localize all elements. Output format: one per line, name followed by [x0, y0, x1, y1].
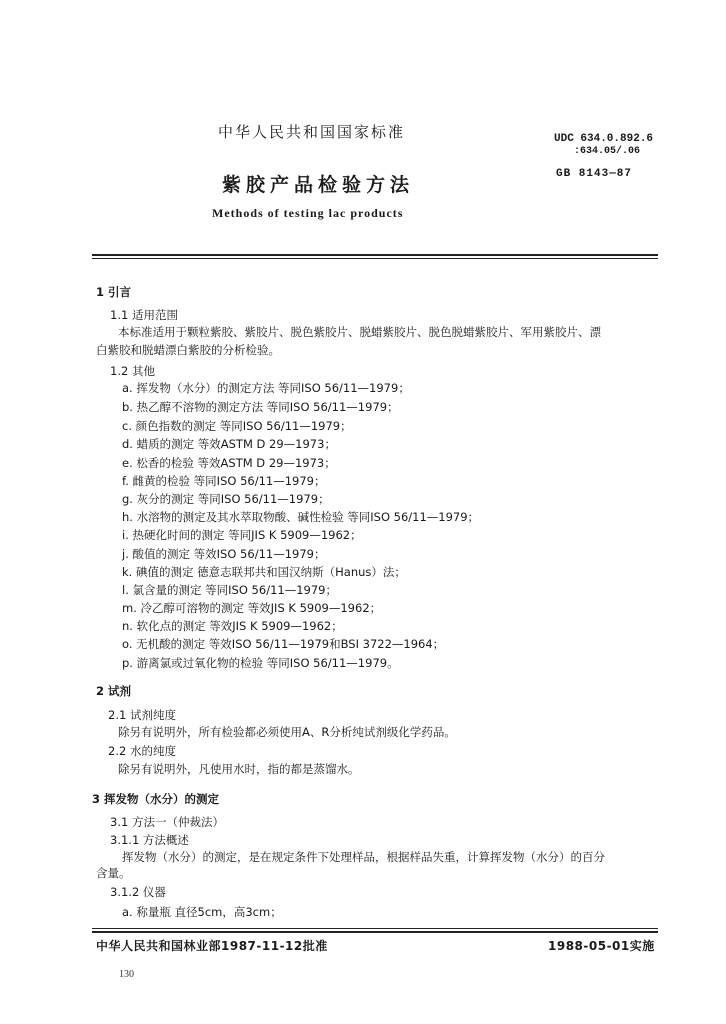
body-text-line: b. 热乙醇不溶物的测定方法 等同ISO 56/11—1979； — [122, 400, 399, 414]
body-text-line: 含量。 — [96, 866, 131, 880]
body-text-line: 1.1 适用范围 — [110, 308, 178, 322]
section-heading: 3 挥发物（水分）的测定 — [92, 792, 220, 806]
body-text-line: 3.1.1 方法概述 — [110, 833, 189, 847]
body-text-line: 2.2 水的纯度 — [108, 744, 176, 758]
approval-note: 中华人民共和国林业部1987-11-12批准 — [96, 939, 328, 953]
page-number: 130 — [119, 969, 134, 980]
body-text-line: m. 冷乙醇可溶物的测定 等效JIS K 5909—1962； — [122, 601, 382, 615]
footer-divider — [92, 931, 658, 933]
body-text-line: o. 无机酸的测定 等效ISO 56/11—1979和BSI 3722—1964； — [122, 637, 445, 651]
document-title-en: Methods of testing lac products — [212, 206, 404, 220]
header-divider — [92, 254, 658, 256]
body-text-line: e. 松香的检验 等效ASTM D 29—1973； — [122, 456, 336, 470]
section-heading: 2 试剂 — [96, 684, 132, 698]
body-text-line: a. 称量瓶 直径5cm，高3cm； — [122, 905, 282, 919]
issuing-body: 中华人民共和国国家标准 — [218, 123, 406, 141]
body-text-line: i. 热硬化时间的测定 等同JIS K 5909—1962； — [122, 528, 362, 542]
footer-divider-thin — [92, 928, 658, 929]
body-text-line: 3.1.2 仪器 — [110, 885, 166, 899]
body-text-line: 2.1 试剂纯度 — [108, 708, 176, 722]
body-text-line: d. 蜡质的测定 等效ASTM D 29—1973； — [122, 437, 336, 451]
body-text-line: h. 水溶物的测定及其水萃取物酸、碱性检验 等同ISO 56/11—1979； — [122, 510, 480, 524]
document-title-cn: 紫胶产品检验方法 — [222, 174, 415, 196]
body-text-line: 本标准适用于颗粒紫胶、紫胶片、脱色紫胶片、脱蜡紫胶片、脱色脱蜡紫胶片、军用紫胶片、漂 — [118, 325, 601, 339]
udc-code-continued: :634.05/.06 — [574, 146, 641, 157]
gb-standard-number: GB 8143—87 — [556, 168, 633, 180]
body-text-line: p. 游离氯或过氧化物的检验 等同ISO 56/11—1979。 — [122, 656, 399, 670]
header-divider-thin — [92, 258, 658, 259]
body-text-line: k. 碘值的测定 德意志联邦共和国汉纳斯（Hanus）法； — [122, 565, 406, 579]
body-text-line: 3.1 方法一（仲裁法） — [110, 815, 224, 829]
effective-date: 1988-05-01实施 — [548, 939, 655, 953]
body-text-line: n. 软化点的测定 等效JIS K 5909—1962； — [122, 619, 343, 633]
body-text-line: g. 灰分的测定 等同ISO 56/11—1979； — [122, 492, 330, 506]
body-text-line: j. 酸值的测定 等效ISO 56/11—1979； — [122, 547, 326, 561]
section-heading: 1 引言 — [96, 285, 132, 299]
body-text-line: 除另有说明外，凡使用水时，指的都是蒸馏水。 — [118, 762, 360, 776]
body-text-line: 除另有说明外，所有检验都必须使用A、R分析纯试剂级化学药品。 — [118, 725, 456, 739]
body-text-line: 白紫胶和脱蜡漂白紫胶的分析检验。 — [96, 343, 280, 357]
body-text-line: a. 挥发物（水分）的测定方法 等同ISO 56/11—1979； — [122, 381, 410, 395]
body-text-line: l. 氯含量的测定 等同ISO 56/11—1979； — [122, 583, 337, 597]
body-text-line: 1.2 其他 — [110, 364, 155, 378]
udc-code: UDC 634.0.892.6 — [554, 133, 654, 145]
body-text-line: 挥发物（水分）的测定，是在规定条件下处理样品，根据样品失重，计算挥发物（水分）的百分 — [122, 850, 605, 864]
body-text-line: c. 颜色指数的测定 等同ISO 56/11—1979； — [122, 419, 352, 433]
body-text-line: f. 雌黄的检验 等同ISO 56/11—1979； — [122, 474, 326, 488]
